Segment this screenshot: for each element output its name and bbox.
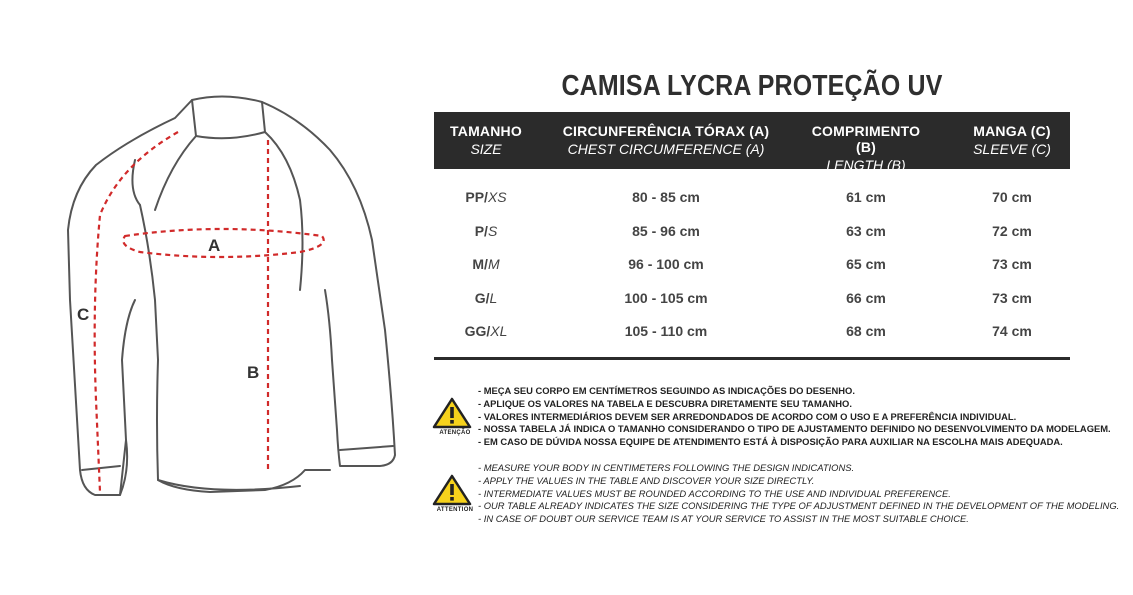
size-en: M xyxy=(487,256,500,272)
shirt-outline xyxy=(68,96,395,495)
chest-cell: 80 - 85 cm xyxy=(632,189,700,205)
header-chest-pt: CIRCUNFERÊNCIA TÓRAX (A) xyxy=(562,123,770,139)
size-pt: G/ xyxy=(474,289,490,306)
warning-icon xyxy=(432,397,472,429)
table-row xyxy=(434,247,1070,281)
header-size-pt: TAMANHO xyxy=(450,123,522,139)
note-line: - INTERMEDIATE VALUES MUST BE ROUNDED ACCORDING TO THE USE AND INDIVIDUAL PREFERENCE. xyxy=(478,487,951,499)
length-cell: 63 cm xyxy=(846,222,886,239)
chest-cell: 105 - 110 cm xyxy=(624,323,708,339)
note-line: - NOSSA TABELA JÁ INDICA O TAMANHO CONSIDERANDO O TIPO DE AJUSTAMENTO DEFINIDO NO DESENVOLVIMENTO DA MODELAGEM. xyxy=(478,423,1111,435)
header-length-en: LENGTH (B) xyxy=(826,157,906,173)
measure-lines xyxy=(95,132,324,492)
warning-icon xyxy=(432,474,472,506)
header-size xyxy=(434,123,538,157)
table-row xyxy=(434,314,1070,348)
note-line: - MEASURE YOUR BODY IN CENTIMETERS FOLLOWING THE DESIGN INDICATIONS. xyxy=(478,462,855,473)
header-sleeve-en: SLEEVE (C) xyxy=(973,141,1051,157)
size-en: XS xyxy=(487,189,507,205)
chest-cell: 96 - 100 cm xyxy=(628,256,704,272)
warning-caption-en: ATTENTION xyxy=(436,507,474,513)
length-cell: 61 cm xyxy=(846,189,886,205)
label-b: B xyxy=(247,363,260,382)
chest-measure-line xyxy=(123,229,323,257)
size-cell xyxy=(434,323,538,339)
sleeve-cell: 70 cm xyxy=(992,189,1032,205)
size-cell xyxy=(434,189,538,205)
sleeve-cell: 73 cm xyxy=(992,256,1032,272)
table-bottom-rule xyxy=(434,357,1070,360)
table-header xyxy=(434,112,1070,173)
page-title: CAMISA LYCRA PROTEÇÃO UV xyxy=(561,70,943,102)
size-cell xyxy=(434,256,538,272)
sleeve-measure-line xyxy=(95,132,178,492)
header-length xyxy=(802,123,930,173)
notes-pt xyxy=(478,385,1111,449)
note-line: - OUR TABLE ALREADY INDICATES THE SIZE CONSIDERING THE TYPE OF ADJUSTMENT DEFINED IN THE DEVELOPMENT OF THE MODELING. xyxy=(478,500,1120,512)
note-line: - APPLY THE VALUES IN THE TABLE AND DISCOVER YOUR SIZE DIRECTLY. xyxy=(478,474,815,486)
label-a: A xyxy=(208,236,221,255)
size-table-body xyxy=(434,180,1070,348)
warning-en xyxy=(432,474,478,513)
size-en: L xyxy=(489,289,498,306)
chest-cell: 100 - 105 cm xyxy=(624,289,708,306)
header-size-en: SIZE xyxy=(470,141,502,157)
header-sleeve-pt: MANGA (C) xyxy=(973,123,1051,139)
length-cell: 66 cm xyxy=(846,289,886,306)
header-chest-en: CHEST CIRCUMFERENCE (A) xyxy=(567,141,765,157)
size-en: XL xyxy=(490,323,508,339)
note-line: - EM CASO DE DÚVIDA NOSSA EQUIPE DE ATENDIMENTO ESTÁ À DISPOSIÇÃO PARA AUXILIAR NA ESCOLHA MAIS ADEQUADA. xyxy=(478,436,1063,448)
header-sleeve xyxy=(954,123,1070,157)
size-pt: PP/ xyxy=(465,189,488,205)
shirt-illustration xyxy=(40,90,420,510)
size-pt: P/ xyxy=(474,222,488,239)
warning-caption-pt: ATENÇÃO xyxy=(439,430,471,436)
header-chest xyxy=(554,123,778,157)
size-cell xyxy=(434,290,538,306)
label-c: C xyxy=(77,305,90,324)
note-line: - APLIQUE OS VALORES NA TABELA E DESCUBRA DIRETAMENTE SEU TAMANHO. xyxy=(478,397,852,409)
note-line: - IN CASE OF DOUBT OUR SERVICE TEAM IS AT YOUR SERVICE TO ASSIST IN THE MOST SUITABLE CHOICE. xyxy=(478,513,969,525)
chest-cell: 85 - 96 cm xyxy=(632,222,700,239)
table-row xyxy=(434,281,1070,315)
length-cell: 65 cm xyxy=(846,256,886,272)
size-pt: M/ xyxy=(472,256,488,272)
note-line: - MEÇA SEU CORPO EM CENTÍMETROS SEGUINDO AS INDICAÇÕES DO DESENHO. xyxy=(478,385,855,396)
note-line: - VALORES INTERMEDIÁRIOS DEVEM SER ARREDONDADOS DE ACORDO COM O USO E A PREFERÊNCIA INDIVIDUAL. xyxy=(478,410,1017,422)
length-cell: 68 cm xyxy=(846,323,886,339)
size-pt: GG/ xyxy=(464,323,491,339)
sleeve-cell: 74 cm xyxy=(992,323,1032,339)
warning-pt xyxy=(432,397,478,436)
header-length-pt: COMPRIMENTO (B) xyxy=(811,123,921,155)
size-cell xyxy=(434,223,538,239)
sleeve-cell: 72 cm xyxy=(992,222,1032,239)
table-row xyxy=(434,180,1070,214)
size-en: S xyxy=(487,222,498,239)
table-row xyxy=(434,214,1070,248)
sleeve-cell: 73 cm xyxy=(992,289,1032,306)
notes-en xyxy=(478,462,1119,526)
